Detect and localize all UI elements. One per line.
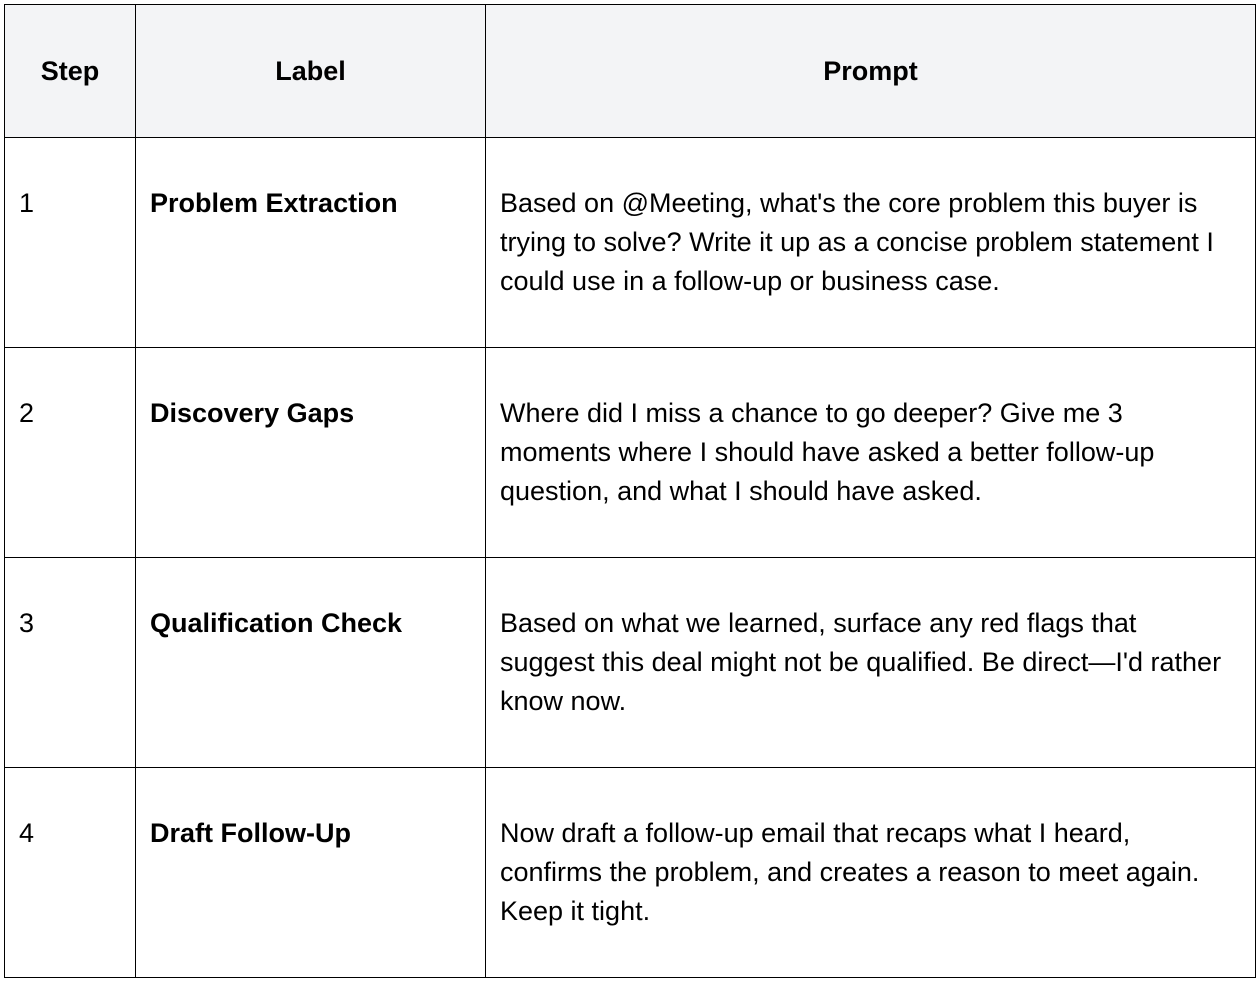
header-prompt: Prompt [486, 5, 1256, 138]
step-label: Qualification Check [136, 558, 486, 768]
step-prompt: Now draft a follow-up email that recaps what I heard, confirms the problem, and creates a reason to meet again. Keep it tight. [486, 768, 1256, 978]
header-step: Step [5, 5, 136, 138]
step-number: 2 [5, 348, 136, 558]
step-prompt: Based on @Meeting, what's the core problem this buyer is trying to solve? Write it up as a concise problem statement I could use in a follow-up or business case. [486, 138, 1256, 348]
step-number: 1 [5, 138, 136, 348]
table-row [5, 348, 1256, 558]
step-number: 4 [5, 768, 136, 978]
header-row [5, 5, 1256, 138]
step-prompt: Based on what we learned, surface any red flags that suggest this deal might not be qualified. Be direct—I'd rather know now. [486, 558, 1256, 768]
table-body [5, 138, 1256, 978]
step-label: Problem Extraction [136, 138, 486, 348]
step-label: Discovery Gaps [136, 348, 486, 558]
step-label: Draft Follow-Up [136, 768, 486, 978]
table-row [5, 138, 1256, 348]
table-row [5, 558, 1256, 768]
step-prompt: Where did I miss a chance to go deeper? Give me 3 moments where I should have asked a better follow-up question, and what I should have asked. [486, 348, 1256, 558]
table-row [5, 768, 1256, 978]
prompt-table [4, 4, 1256, 978]
table-header [5, 5, 1256, 138]
header-label: Label [136, 5, 486, 138]
step-number: 3 [5, 558, 136, 768]
